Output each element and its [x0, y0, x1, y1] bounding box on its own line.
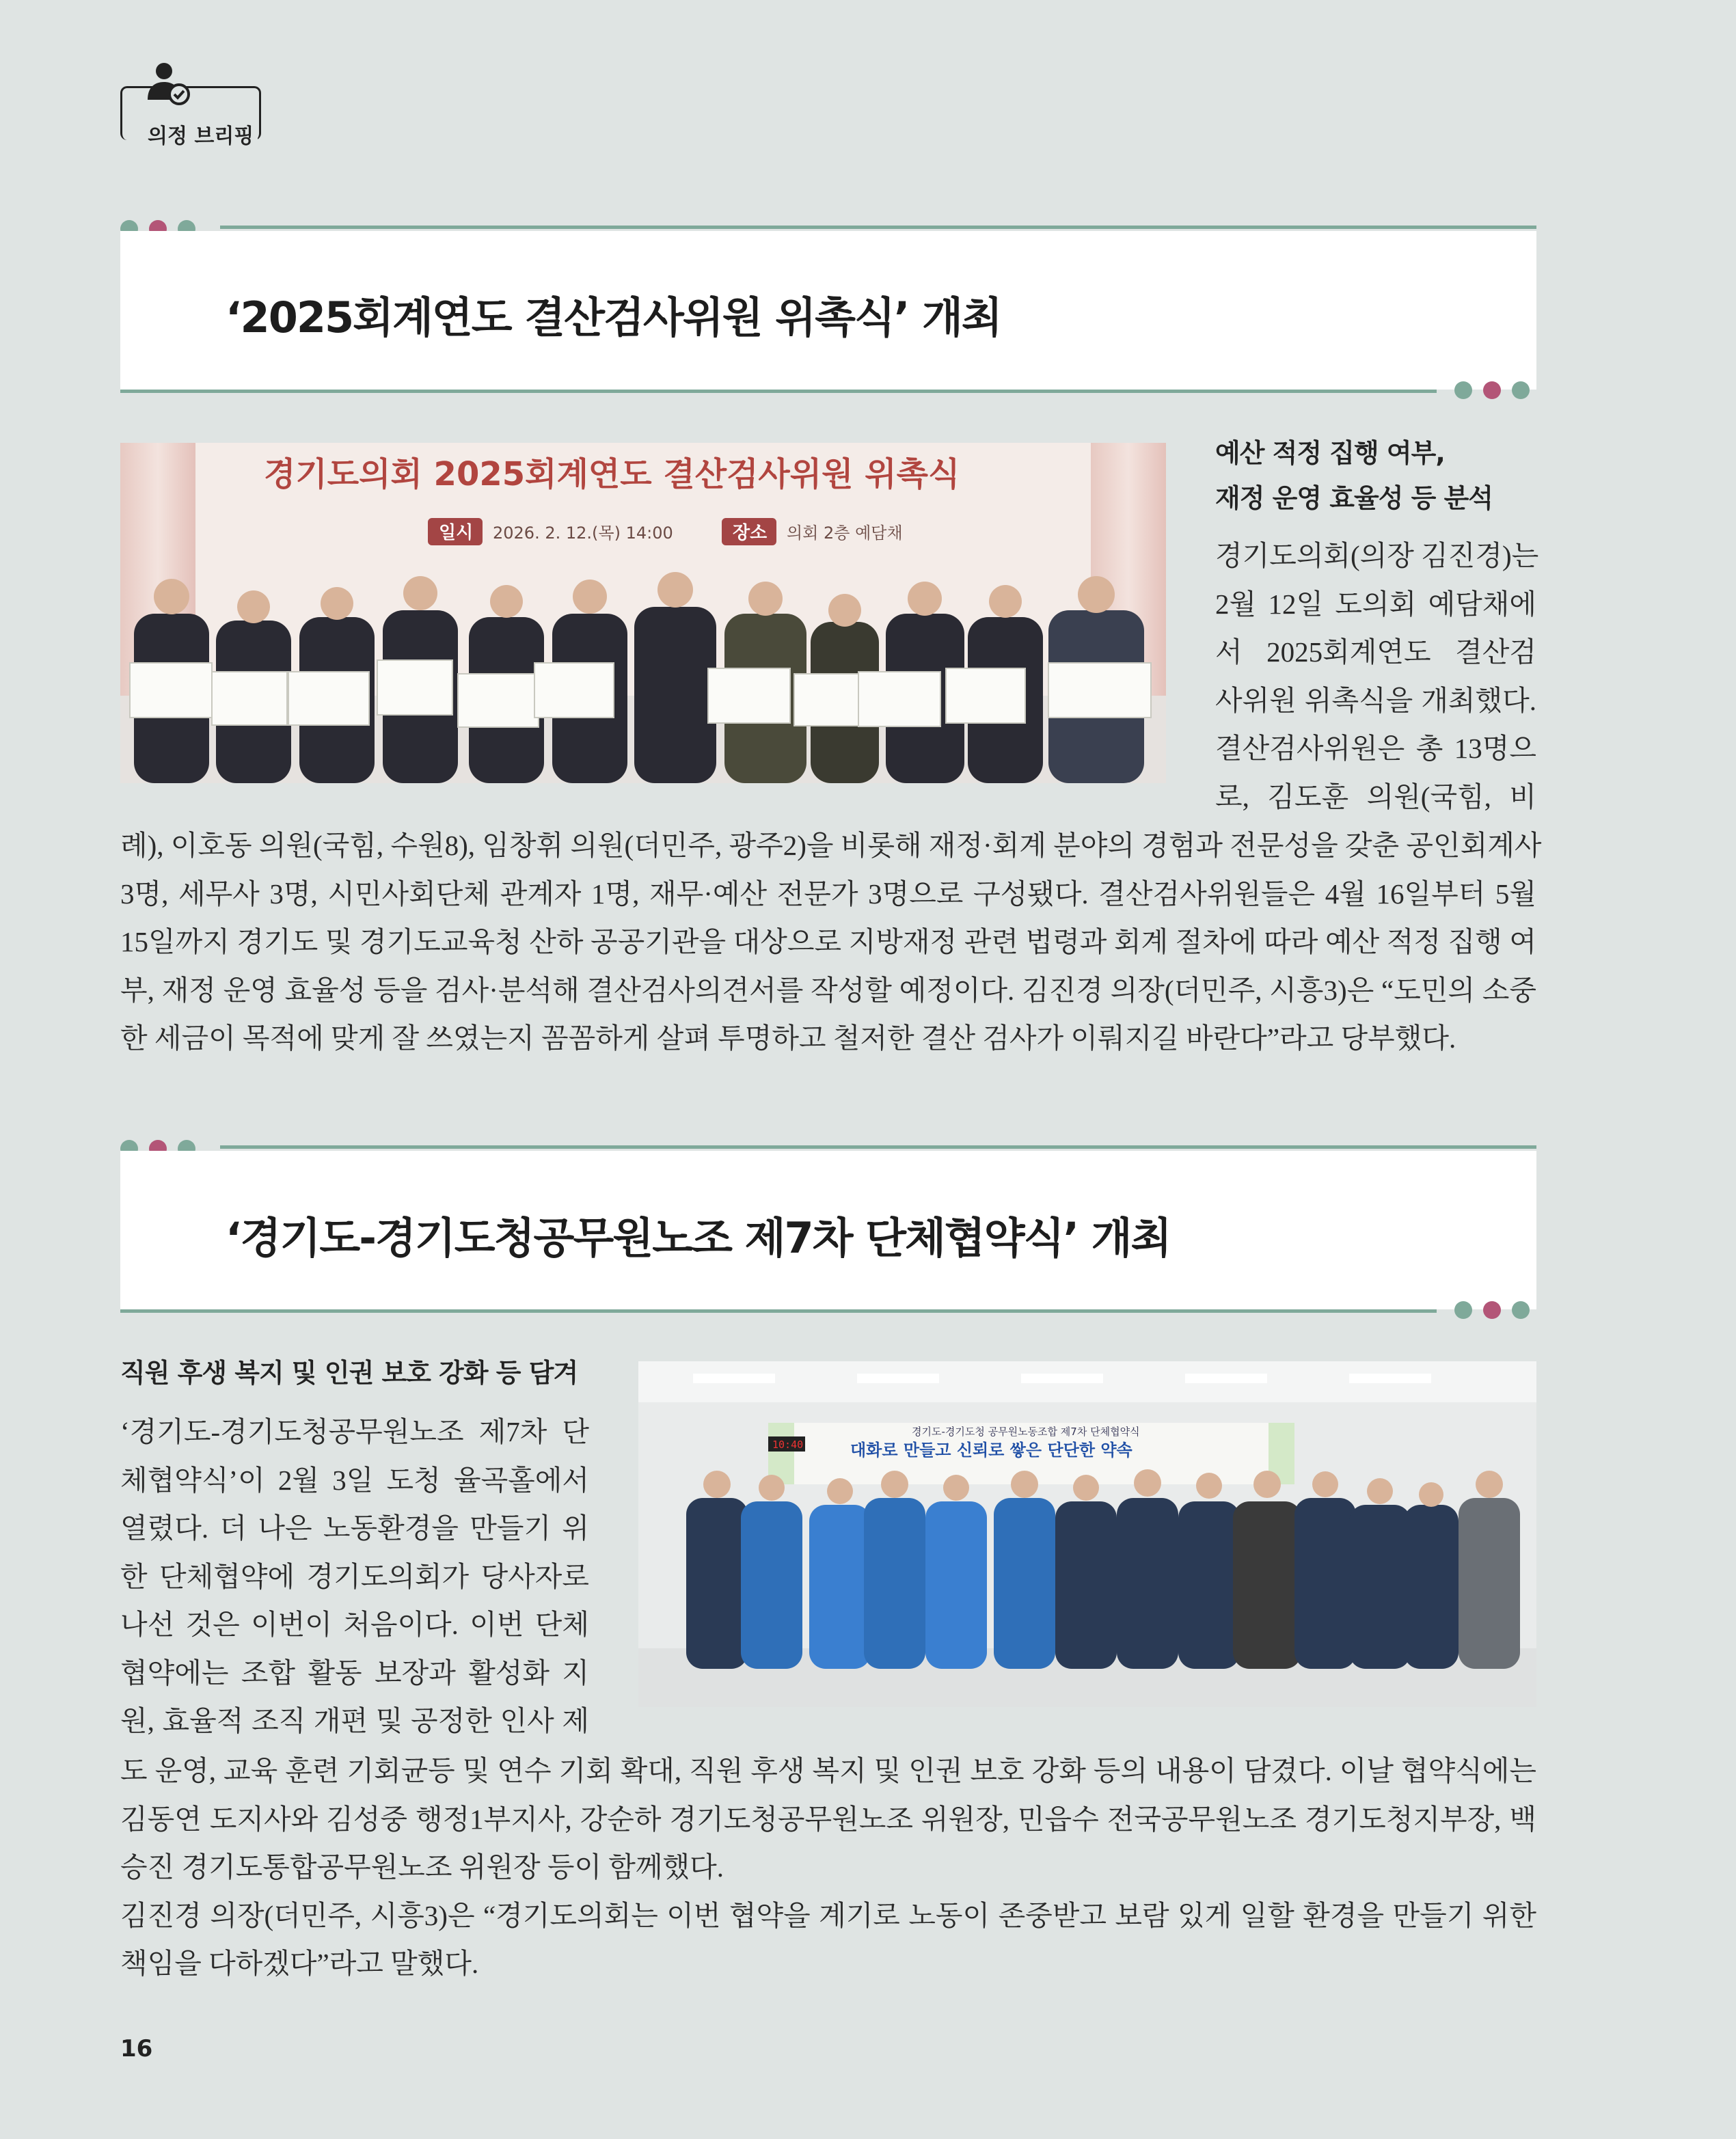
subtitle-line: 재정 운영 효율성 등 분석: [1215, 483, 1493, 513]
ceremony-photo: [120, 443, 1166, 783]
heading-dots-right: [1454, 1301, 1530, 1319]
text-line: 로, 김도훈 의원(국힘, 비: [1215, 780, 1536, 813]
text-line: 경기도의회(의장 김진경)는: [1215, 540, 1539, 571]
article-title: ‘경기도-경기도청공무원노조 제7차 단체협약식’ 개최: [226, 1213, 1171, 1263]
subtitle-line: 예산 적정 집행 여부,: [1215, 438, 1445, 468]
text-line: 서 2025회계연도 결산검: [1215, 636, 1536, 668]
article-title: ‘2025회계연도 결산검사위원 위촉식’ 개최: [226, 292, 1001, 342]
text-line: 부, 재정 운영 효율성 등을 검사·분석해 결산검사의견서를 작성할 예정이다. 김진경 의장(더민주, 시흥3)은 “도민의 소중: [120, 974, 1536, 1006]
article-side-text: [120, 1408, 589, 1745]
photo-banner-title: 경기도의회 2025회계연도 결산검사위원 위촉식: [264, 455, 960, 493]
text-line: 체협약식’이 2월 3일 도청 율곡홀에서: [120, 1464, 589, 1496]
text-line: 도 운영, 교육 훈련 기회균등 및 연수 기회 확대, 직원 후생 복지 및 인권 보호 강화 등의 내용이 담겼다. 이날 협약식에는: [120, 1755, 1536, 1786]
photo-date-tag: 일시: [439, 523, 474, 543]
photo-clock: 10:40: [772, 1439, 804, 1451]
section-badge: [120, 59, 260, 148]
article-body-text: [120, 821, 1542, 1063]
text-line: 결산검사위원은 총 13명으: [1215, 733, 1536, 764]
text-line: 2월 12일 도의회 예담채에: [1215, 588, 1536, 620]
heading-rule-bottom: [120, 390, 1437, 393]
page-number: 16: [120, 2035, 153, 2062]
text-line: 협약에는 조합 활동 보장과 활성화 지: [120, 1657, 589, 1689]
text-line: 한 단체협약에 경기도의회가 당사자로: [120, 1560, 589, 1592]
heading-rule-bottom: [120, 1309, 1437, 1313]
text-line: ‘경기도-경기도청공무원노조 제7차 단: [120, 1416, 589, 1447]
photo-date-text: 2026. 2. 12.(목) 14:00: [493, 523, 673, 543]
text-line: 례), 이호동 의원(국힘, 수원8), 임창휘 의원(더민주, 광주2)을 비롯해 재정·회계 분야의 경험과 전문성을 갖춘 공인회계사: [120, 830, 1542, 861]
agreement-photo: [638, 1361, 1536, 1707]
heading-dots-right: [1454, 381, 1530, 399]
heading-rule-top: [220, 226, 1536, 229]
article-body-text: [120, 1747, 1536, 1988]
photo-banner-main: 대화로 만들고 신뢰로 쌓은 단단한 약속: [850, 1441, 1133, 1460]
article-subtitle: [1215, 431, 1493, 521]
article-subtitle: 직원 후생 복지 및 인권 보호 강화 등 담겨: [120, 1358, 578, 1388]
photo-place-text: 의회 2층 예담채: [787, 523, 903, 543]
text-line: 15일까지 경기도 및 경기도교육청 산하 공공기관을 대상으로 지방재정 관련 법령과 회계 절차에 따라 예산 적정 집행 여: [120, 926, 1536, 957]
text-line: 3명, 세무사 3명, 시민사회단체 관계자 1명, 재무·예산 전문가 3명으로 구성됐다. 결산검사위원들은 4월 16일부터 5월: [120, 877, 1536, 910]
photo-place-tag: 장소: [733, 523, 768, 543]
article-side-text: [1215, 532, 1539, 821]
text-line: 나선 것은 이번이 처음이다. 이번 단체: [120, 1609, 589, 1640]
photo-banner-small: 경기도-경기도청 공무원노동조합 제7차 단체협약식: [912, 1426, 1140, 1438]
section-label: 의정 브리핑: [144, 119, 258, 149]
text-line: 김진경 의장(더민주, 시흥3)은 “경기도의회는 이번 협약을 계기로 노동이 존중받고 보람 있게 일할 환경을 만들기 위한: [120, 1899, 1536, 1931]
text-line: 김동연 도지사와 김성중 행정1부지사, 강순하 경기도청공무원노조 위원장, 민읍수 전국공무원노조 경기도청지부장, 백: [120, 1803, 1536, 1835]
text-line: 사위원 위촉식을 개최했다.: [1215, 684, 1536, 716]
text-line: 열렸다. 더 나은 노동환경을 만들기 위: [120, 1512, 589, 1544]
text-line: 책임을 다하겠다”라고 말했다.: [120, 1948, 479, 1979]
text-line: 승진 경기도통합공무원노조 위원장 등이 함께했다.: [120, 1851, 724, 1883]
council-member-icon: [146, 62, 190, 107]
heading-rule-top: [220, 1145, 1536, 1149]
text-line: 원, 효율적 조직 개편 및 공정한 인사 제: [120, 1705, 589, 1736]
text-line: 한 세금이 목적에 맞게 잘 쓰였는지 꼼꼼하게 살펴 투명하고 철저한 결산 검사가 이뤄지길 바란다”라고 당부했다.: [120, 1022, 1456, 1054]
